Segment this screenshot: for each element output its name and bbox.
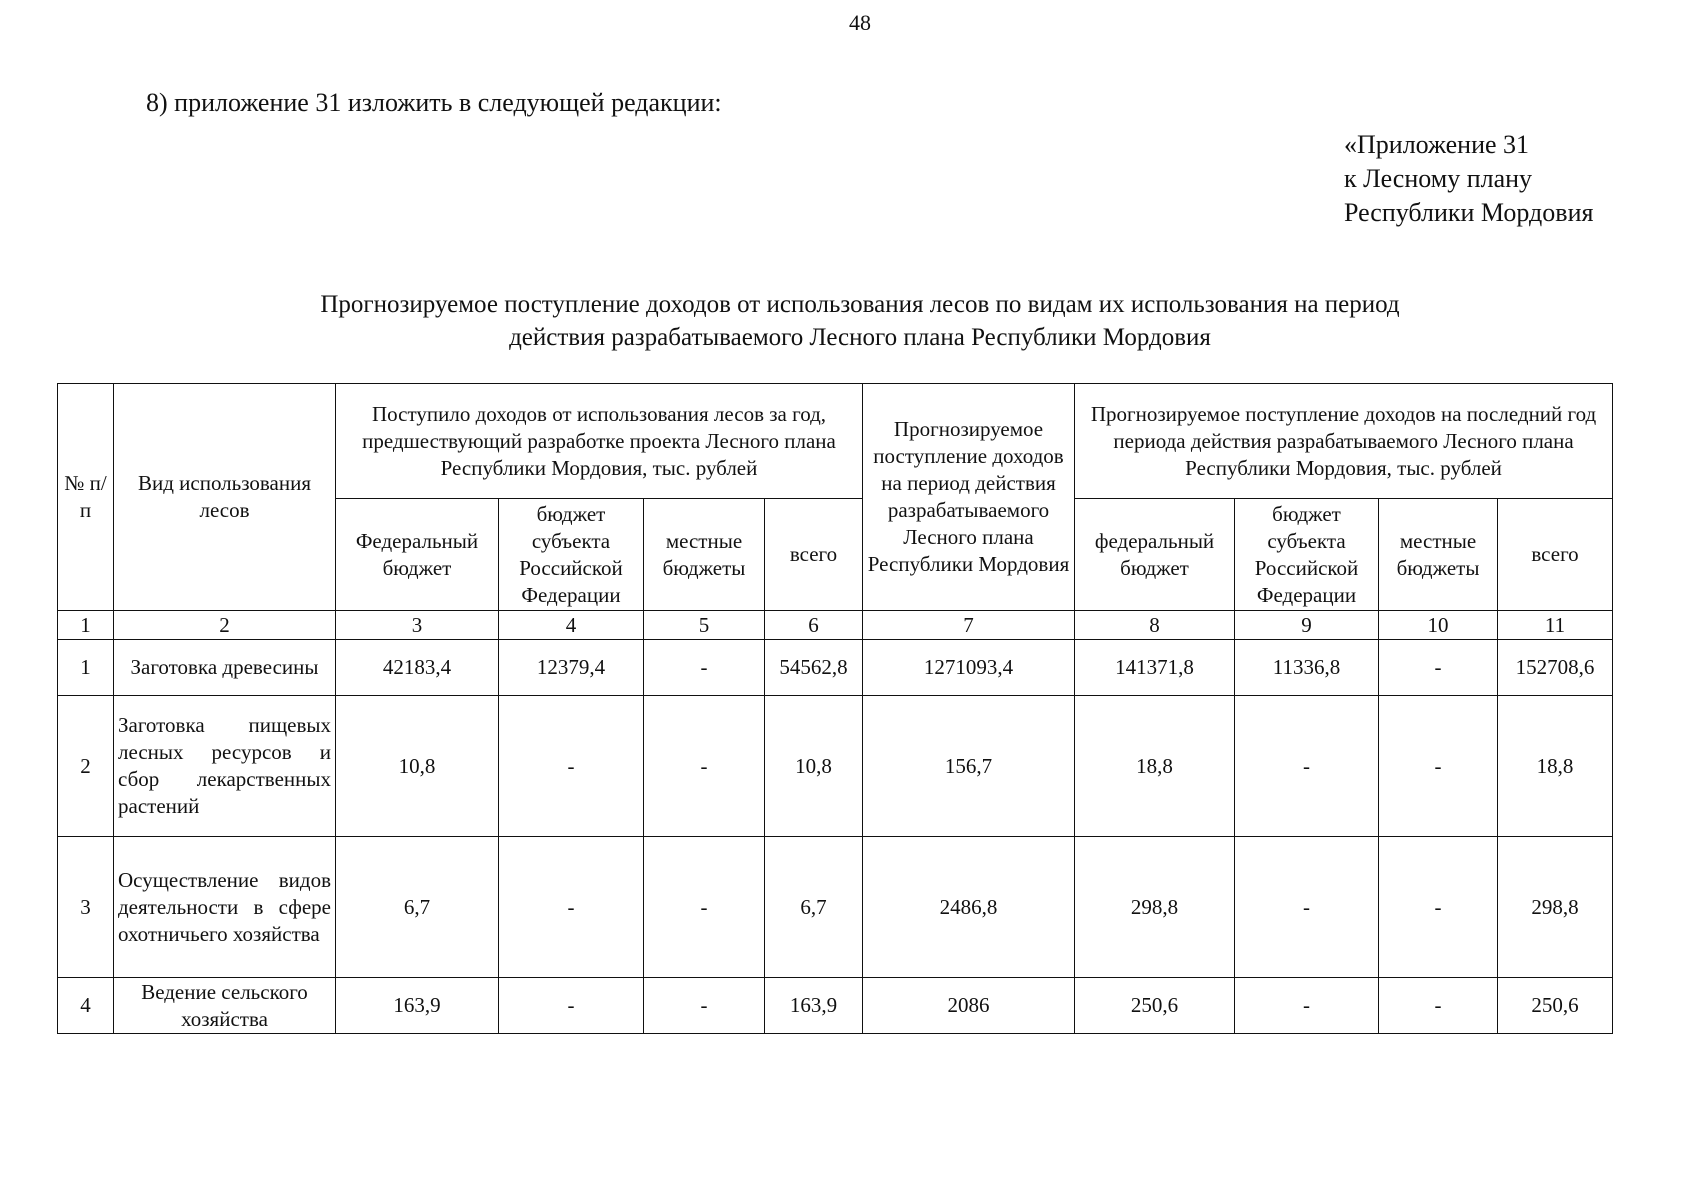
cell-forecast-federal: 141371,8: [1075, 640, 1235, 696]
header-fc-total: всего: [1498, 499, 1613, 611]
row-activity-type: Заготовка древесины: [114, 640, 336, 696]
table-row: [58, 978, 1613, 1034]
cell-received-total: 10,8: [765, 696, 863, 837]
header-rec-subject: бюджет субъекта Российской Федерации: [499, 499, 644, 611]
cell-received-subject: -: [499, 837, 644, 978]
cell-received-total: 54562,8: [765, 640, 863, 696]
column-number-row: [58, 611, 1613, 640]
row-num: 3: [58, 837, 114, 978]
cell-forecast-federal: 298,8: [1075, 837, 1235, 978]
column-number: 3: [336, 611, 499, 640]
cell-received-federal: 6,7: [336, 837, 499, 978]
intro-text: 8) приложение 31 изложить в следующей редакции:: [146, 88, 722, 117]
page-number: 48: [849, 10, 871, 35]
table-row: [58, 640, 1613, 696]
header-rec-local: местные бюджеты: [644, 499, 765, 611]
cell-forecast-federal: 250,6: [1075, 978, 1235, 1034]
row-num: 4: [58, 978, 114, 1034]
column-number: 5: [644, 611, 765, 640]
cell-forecast-local: -: [1379, 640, 1498, 696]
cell-forecast-local: -: [1379, 978, 1498, 1034]
header-rec-total: всего: [765, 499, 863, 611]
cell-received-local: -: [644, 837, 765, 978]
cell-forecast-period-total: 1271093,4: [863, 640, 1075, 696]
row-activity-type: Ведение сельского хозяйства: [114, 978, 336, 1034]
cell-forecast-period-total: 2086: [863, 978, 1075, 1034]
cell-forecast-subject: -: [1235, 696, 1379, 837]
header-rec-federal: Федеральный бюджет: [336, 499, 499, 611]
row-activity-type: Осуществление видов деятельности в сфере охотничьего хозяйства: [114, 837, 336, 978]
forecast-table: [57, 383, 1613, 1034]
cell-received-subject: -: [499, 978, 644, 1034]
header-fc-local: местные бюджеты: [1379, 499, 1498, 611]
cell-forecast-subject: 11336,8: [1235, 640, 1379, 696]
cell-received-subject: 12379,4: [499, 640, 644, 696]
cell-forecast-total: 250,6: [1498, 978, 1613, 1034]
column-number: 9: [1235, 611, 1379, 640]
cell-forecast-local: -: [1379, 837, 1498, 978]
column-number: 10: [1379, 611, 1498, 640]
header-fc-federal: федеральный бюджет: [1075, 499, 1235, 611]
cell-received-subject: -: [499, 696, 644, 837]
column-number: 7: [863, 611, 1075, 640]
cell-received-total: 163,9: [765, 978, 863, 1034]
cell-received-local: -: [644, 696, 765, 837]
cell-forecast-federal: 18,8: [1075, 696, 1235, 837]
cell-forecast-total: 152708,6: [1498, 640, 1613, 696]
cell-received-federal: 10,8: [336, 696, 499, 837]
column-number: 8: [1075, 611, 1235, 640]
row-num: 1: [58, 640, 114, 696]
cell-forecast-total: 298,8: [1498, 837, 1613, 978]
title-line: действия разрабатываемого Лесного плана Республики Мордовия: [509, 324, 1211, 351]
column-number: 6: [765, 611, 863, 640]
header-forecast-total: Прогнозируемое поступление доходов на период действия разрабатываемого Лесного плана Республики Мордовия: [863, 384, 1075, 611]
appendix-heading: [1344, 128, 1593, 230]
document-title: [190, 288, 1530, 354]
cell-forecast-subject: -: [1235, 837, 1379, 978]
appendix-line: к Лесному плану: [1344, 164, 1533, 193]
column-number: 4: [499, 611, 644, 640]
appendix-line: Республики Мордовия: [1344, 198, 1594, 227]
title-line: Прогнозируемое поступление доходов от использования лесов по видам их использования на период: [320, 291, 1400, 318]
row-activity-type: Заготовка пищевых лесных ресурсов и сбор лекарственных растений: [114, 696, 336, 837]
cell-forecast-period-total: 2486,8: [863, 837, 1075, 978]
cell-received-local: -: [644, 978, 765, 1034]
cell-received-federal: 163,9: [336, 978, 499, 1034]
table-row: [58, 696, 1613, 837]
appendix-line: «Приложение 31: [1344, 130, 1530, 159]
cell-received-total: 6,7: [765, 837, 863, 978]
column-number: 1: [58, 611, 114, 640]
column-number: 11: [1498, 611, 1613, 640]
cell-received-local: -: [644, 640, 765, 696]
cell-forecast-subject: -: [1235, 978, 1379, 1034]
header-forecast-group: Прогнозируемое поступление доходов на последний год периода действия разрабатываемого Лесного плана Республики Мордовия, тыс. рублей: [1075, 384, 1613, 499]
table-row: [58, 837, 1613, 978]
header-received-group: Поступило доходов от использования лесов за год, предшествующий разработке проекта Лесного плана Республики Мордовия, тыс. рублей: [336, 384, 863, 499]
header-type: Вид использования лесов: [114, 384, 336, 611]
header-fc-subject: бюджет субъекта Российской Федерации: [1235, 499, 1379, 611]
cell-forecast-period-total: 156,7: [863, 696, 1075, 837]
header-row: [58, 384, 1613, 499]
header-num: № п/п: [58, 384, 114, 611]
column-number: 2: [114, 611, 336, 640]
row-num: 2: [58, 696, 114, 837]
cell-forecast-total: 18,8: [1498, 696, 1613, 837]
cell-received-federal: 42183,4: [336, 640, 499, 696]
cell-forecast-local: -: [1379, 696, 1498, 837]
